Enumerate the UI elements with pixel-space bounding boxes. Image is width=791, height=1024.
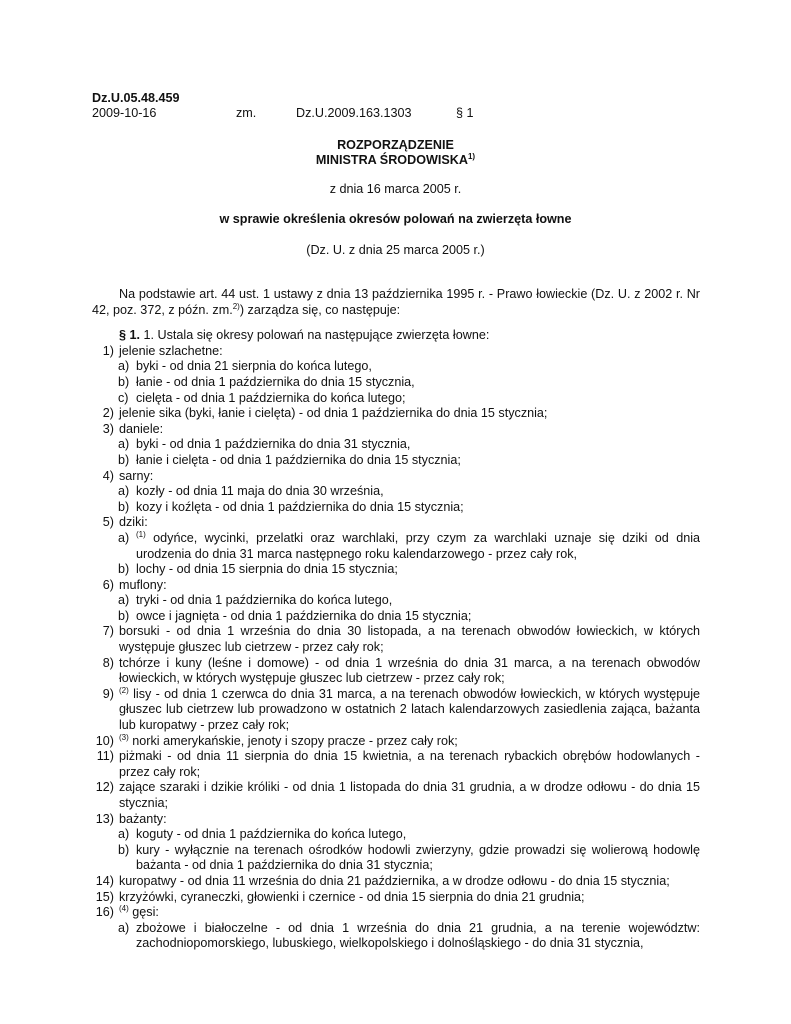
list-item xyxy=(92,578,700,594)
game-animals-list xyxy=(92,344,700,952)
list-item xyxy=(92,874,700,890)
sub-item xyxy=(92,593,700,609)
sub-item-text: odyńce, wycinki, przelatki oraz warchlaki, przy czym za warchlaki uznaje się dziki od dnia urodzenia do dnia 31 marca następnego roku kalendarzowego - przez cały rok, xyxy=(136,530,700,561)
list-item xyxy=(92,422,700,438)
sub-item-letter: a) xyxy=(118,359,130,374)
sub-item-letter: b) xyxy=(118,608,130,623)
item-number: 5) xyxy=(102,515,114,530)
item-number: 3) xyxy=(102,421,114,436)
item-number: 11) xyxy=(96,749,114,764)
amendment-row xyxy=(92,106,542,122)
sub-item-letter: a) xyxy=(118,827,130,842)
amendment-date: 2009-10-16 xyxy=(92,106,157,120)
list-item xyxy=(92,406,700,422)
sub-item xyxy=(92,359,700,375)
sub-item-text: cielęta - od dnia 1 października do końca lutego; xyxy=(136,390,406,405)
item-number: 8) xyxy=(102,655,114,670)
sub-item xyxy=(92,531,700,562)
item-text: lisy - od dnia 1 czerwca do dnia 31 marca, a na terenach obwodów łowieckich, w których występuje głuszec lub cietrzew lub prowadzono w ostatnich 2 latach kalendarzowych zasiedlenia zająca, bażanta lub kuropatwy - przez cały rok; xyxy=(119,686,701,733)
list-item xyxy=(92,780,700,811)
sub-item xyxy=(92,500,700,516)
sub-item xyxy=(92,921,700,952)
item-text: gęsi: xyxy=(132,905,159,920)
item-text: jelenie sika (byki, łanie i cielęta) - od dnia 1 października do dnia 15 stycznia; xyxy=(119,406,548,421)
sub-item-text: owce i jagnięta - od dnia 1 października do dnia 15 stycznia; xyxy=(136,608,472,623)
item-text: daniele: xyxy=(119,421,164,436)
sub-item-letter: a) xyxy=(118,920,130,935)
list-item xyxy=(92,905,700,921)
sub-item xyxy=(92,437,700,453)
list-item xyxy=(92,515,700,531)
item-text: sarny: xyxy=(119,468,154,483)
sub-item-letter: b) xyxy=(118,452,130,467)
item-number: 10) xyxy=(95,733,114,748)
sub-item xyxy=(92,453,700,469)
list-item xyxy=(92,624,700,655)
sub-item-text: tryki - od dnia 1 października do końca lutego, xyxy=(136,593,393,608)
sub-item-text: byki - od dnia 21 sierpnia do końca lutego, xyxy=(136,359,372,374)
sub-item-letter: b) xyxy=(118,562,130,577)
sub-item xyxy=(92,843,700,874)
sub-item-text: zbożowe i białoczelne - od dnia 1 września do dnia 21 grudnia, a na terenie województw: zachodniopomorskiego, lubuskiego, wielkopolskiego i dolnośląskiego - do dnia 31 stycznia, xyxy=(136,920,700,951)
sub-item-text: lochy - od dnia 15 sierpnia do dnia 15 stycznia; xyxy=(136,562,398,577)
sub-item-text: łanie i cielęta - od dnia 1 października do dnia 15 stycznia; xyxy=(136,452,461,467)
sub-item-text: kozy i koźlęta - od dnia 1 października do dnia 15 stycznia; xyxy=(136,499,464,514)
item-number: 15) xyxy=(95,889,114,904)
sub-item-letter: a) xyxy=(118,593,130,608)
sub-item xyxy=(92,375,700,391)
item-number: 14) xyxy=(95,873,114,888)
sub-item-letter: c) xyxy=(118,390,129,405)
item-number: 6) xyxy=(102,577,114,592)
item-text: norki amerykańskie, jenoty i szopy pracze - przez cały rok; xyxy=(132,733,458,748)
list-item xyxy=(92,734,700,750)
section-1-heading: § 1. 1. Ustala się okresy polowań na następujące zwierzęta łowne: xyxy=(119,328,490,343)
sub-item-text: koguty - od dnia 1 października do końca lutego, xyxy=(136,827,407,842)
item-text: piżmaki - od dnia 11 sierpnia do dnia 15 kwietnia, a na terenach rybackich obrębów hodowlanych - przez cały rok; xyxy=(119,749,700,779)
sub-item-letter: a) xyxy=(118,437,130,452)
issuing-authority: MINISTRA ŚRODOWISKA$^{1)}$ xyxy=(315,152,476,167)
item-number: 13) xyxy=(95,811,114,826)
item-text: jelenie szlachetne: xyxy=(119,343,223,358)
item-text: krzyżówki, cyraneczki, głowienki i czernice - od dnia 15 sierpnia do dnia 21 grudnia; xyxy=(119,889,585,904)
item-number: 4) xyxy=(102,468,114,483)
item-number: 2) xyxy=(102,406,114,421)
preamble: Na podstawie art. 44 ust. 1 ustawy z dnia 13 października 1995 r. - Prawo łowieckie (Dz. U. z 2002 r. Nr 42, poz. 372, z późn. zm.$^{2)}$) zarządza się, co następuje: xyxy=(92,287,700,317)
item-number: 9) xyxy=(102,686,114,701)
list-item xyxy=(92,812,700,828)
sub-item-letter: a) xyxy=(118,484,130,499)
list-item xyxy=(92,890,700,906)
sub-item xyxy=(92,562,700,578)
list-item xyxy=(92,687,700,734)
item-number: 12) xyxy=(95,780,114,795)
sub-item xyxy=(92,484,700,500)
item-text: muflony: xyxy=(119,577,167,592)
sub-item-text: kury - wyłącznie na terenach ośrodków hodowli zwierzyny, gdzie prowadzi się wolierową hodowlę bażanta - od dnia 1 października do dnia 31 stycznia; xyxy=(136,842,700,873)
sub-item-letter: b) xyxy=(118,374,130,389)
sub-item-letter: b) xyxy=(118,842,130,857)
footnote-ref: (2) xyxy=(119,685,129,695)
item-text: kuropatwy - od dnia 11 września do dnia 21 października, a w drodze odłowu - do dnia 15 stycznia; xyxy=(119,873,670,888)
item-text: dziki: xyxy=(119,515,148,530)
document-subject: w sprawie określenia okresów polowań na zwierzęta łowne xyxy=(219,212,572,226)
list-item xyxy=(92,469,700,485)
item-number: 16) xyxy=(95,905,114,920)
footnote-ref: 2) xyxy=(232,301,240,311)
sub-item xyxy=(92,609,700,625)
document-type: ROZPORZĄDZENIE xyxy=(337,138,454,152)
list-item xyxy=(92,656,700,687)
footnote-ref: (3) xyxy=(119,732,129,742)
amendment-type: zm. xyxy=(236,106,257,120)
footnote-ref: (1) xyxy=(136,529,146,539)
amendment-paragraph: § 1 xyxy=(456,106,474,120)
amendment-reference: Dz.U.2009.163.1303 xyxy=(296,106,412,120)
sub-item-text: byki - od dnia 1 października do dnia 31 stycznia, xyxy=(136,437,411,452)
sub-item-text: łanie - od dnia 1 października do dnia 15 stycznia, xyxy=(136,374,415,389)
sub-item-text: kozły - od dnia 11 maja do dnia 30 września, xyxy=(136,484,384,499)
footnote-ref: (4) xyxy=(119,904,129,914)
document-body xyxy=(92,287,700,952)
publication-info: (Dz. U. z dnia 25 marca 2005 r.) xyxy=(306,243,485,257)
item-text: zające szaraki i dzikie króliki - od dnia 1 listopada do dnia 31 grudnia, a w drodze odłowu - do dnia 15 stycznia; xyxy=(119,780,700,810)
sub-item-letter: b) xyxy=(118,499,130,514)
item-text: tchórze i kuny (leśne i domowe) - od dnia 1 września do dnia 31 marca, a na terenach obwodów łowieckich, w których występuje głuszec lub cietrzew - przez cały rok; xyxy=(119,655,700,686)
sub-item xyxy=(92,391,700,407)
list-item xyxy=(92,749,700,780)
item-text: bażanty: xyxy=(119,811,167,826)
sub-item-letter: a) xyxy=(118,530,130,545)
item-number: 7) xyxy=(102,624,114,639)
sub-item xyxy=(92,827,700,843)
item-text: borsuki - od dnia 1 września do dnia 30 listopada, a na terenach obwodów łowieckich, w których występuje głuszec lub cietrzew - przez cały rok; xyxy=(119,624,700,655)
list-item xyxy=(92,344,700,360)
footnote-ref: 1) xyxy=(467,152,476,161)
item-number: 1) xyxy=(102,343,114,358)
issue-date: z dnia 16 marca 2005 r. xyxy=(329,182,462,196)
journal-reference: Dz.U.05.48.459 xyxy=(92,91,180,105)
